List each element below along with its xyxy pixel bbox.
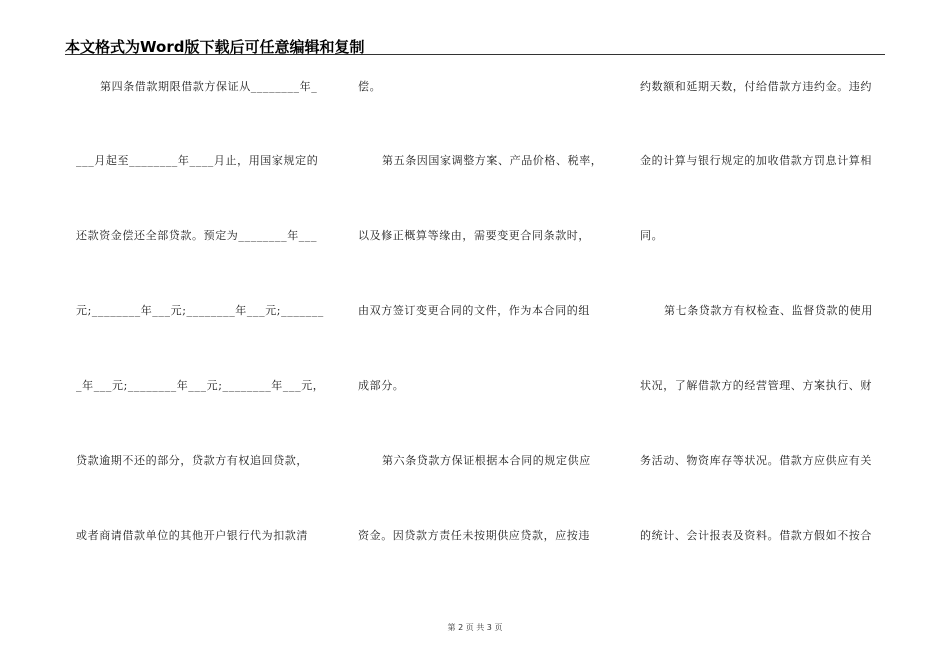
text-line: 第六条贷款方保证根据本合同的规定供应 [382,454,591,467]
text-line: 第四条借款期限借款方保证从________年_ [100,80,318,93]
text-line: 的统计、会计报表及资料。借款方假如不按合 [640,529,872,542]
page-number: 第 2 页 共 3 页 [447,623,503,632]
text-line: ___月起至________年____月止，用国家规定的 [76,154,319,167]
text-line: 或者商请借款单位的其他开户银行代为扣款清 [76,529,308,542]
text-line: 贷款逾期不还的部分，贷款方有权追回贷款， [76,454,308,467]
text-line: 第七条贷款方有权检查、监督贷款的使用 [664,304,873,317]
text-line: 偿。 [358,80,382,93]
text-line: 第五条因国家调整方案、产品价格、税率， [382,154,603,167]
text-line: 约数额和延期天数，付给借款方违约金。违约 [640,80,872,93]
text-line: 成部分。 [358,379,405,392]
text-line: 同。 [640,229,664,242]
text-line: _年___元;________年___元;________年___元， [76,379,325,392]
text-line: 金的计算与银行规定的加收借款方罚息计算相 [640,154,872,167]
text-line: 状况，了解借款方的经营管理、方案执行、财 [640,379,872,392]
document-header-title: 本文格式为Word版下载后可任意编辑和复制 [65,38,365,56]
header-divider [65,54,885,55]
text-line: 由双方签订变更合同的文件，作为本合同的组 [358,304,590,317]
text-line: 元;________年___元;________年___元;_______ [76,304,324,317]
text-line: 还款资金偿还全部贷款。预定为________年___ [76,229,318,242]
text-line: 以及修正概算等缘由，需要变更合同条款时， [358,229,590,242]
text-line: 务活动、物资库存等状况。借款方应供应有关 [640,454,872,467]
text-line: 资金。因贷款方责任未按期供应贷款，应按违 [358,529,590,542]
